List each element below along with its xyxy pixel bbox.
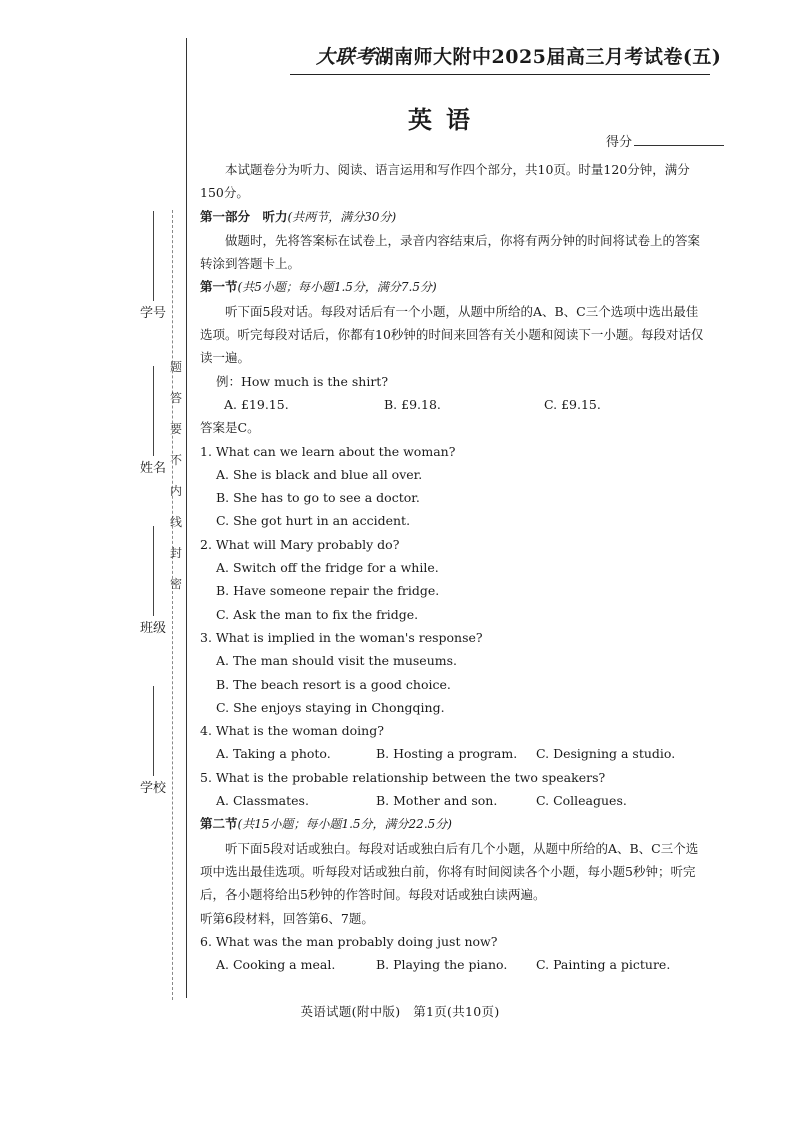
option: B. The beach resort is a good choice. bbox=[216, 676, 451, 692]
seal-notice bbox=[168, 360, 184, 608]
question-text: 3. What is implied in the woman's response? bbox=[200, 629, 483, 645]
question-text: 2. What will Mary probably do? bbox=[200, 536, 400, 552]
question-text: 6. What was the man probably doing just now? bbox=[200, 933, 498, 949]
section2-heading bbox=[200, 812, 705, 836]
part1-instruction: 做题时，先将答案标在试卷上，录音内容结束后，你将有两分钟的时间将试卷上的答案转涂到答题卡上。 bbox=[200, 232, 701, 272]
section1-heading bbox=[200, 275, 705, 299]
part1-title: 第一部分 听力 bbox=[200, 208, 288, 224]
option: C. She enjoys staying in Chongqing. bbox=[216, 699, 445, 715]
notice-char: 内 bbox=[169, 484, 182, 498]
option: B. Hosting a program. bbox=[376, 746, 518, 762]
example-answer: 答案是C。 bbox=[200, 420, 260, 436]
options-row bbox=[200, 789, 705, 812]
subject-title: 英语 bbox=[408, 105, 484, 134]
options-row bbox=[200, 953, 705, 976]
question-text: 5. What is the probable relationship between the two speakers? bbox=[200, 769, 606, 785]
school-field bbox=[140, 680, 166, 796]
student-id-field bbox=[140, 205, 166, 321]
option: B. Mother and son. bbox=[376, 793, 498, 809]
notice-char: 不 bbox=[169, 453, 182, 467]
option: B. Have someone repair the fridge. bbox=[216, 583, 440, 599]
option: A. The man should visit the museums. bbox=[216, 653, 457, 669]
page-footer: 英语试题(附中版) 第1页(共10页) bbox=[300, 1004, 500, 1019]
school-label: 学校 bbox=[140, 781, 167, 796]
brand-logo: 大联考 bbox=[316, 46, 375, 68]
material-label: 听第6段材料，回答第6、7题。 bbox=[200, 910, 374, 926]
student-id-label: 学号 bbox=[140, 306, 167, 321]
option: C. She got hurt in an accident. bbox=[216, 513, 411, 529]
student-id-blank bbox=[153, 211, 154, 301]
option: A. Taking a photo. bbox=[216, 746, 331, 762]
option: A. £19.15. bbox=[224, 396, 289, 412]
section1-title: 第一节 bbox=[200, 279, 238, 295]
notice-char: 题 bbox=[169, 360, 182, 374]
name-blank bbox=[153, 366, 154, 456]
question-text: 4. What is the woman doing? bbox=[200, 723, 384, 739]
name-field bbox=[140, 360, 166, 476]
section2-instruction: 听下面5段对话或独白。每段对话或独白后有几个小题，从题中所给的A、B、C三个选项中选出最佳选项。听每段对话或独白前，你将有时间阅读各个小题，每小题5秒钟；听完后，各小题将给出5秒钟的作答时间。每段对话或独白读两遍。 bbox=[200, 840, 699, 903]
notice-char: 线 bbox=[169, 515, 182, 529]
option: A. Cooking a meal. bbox=[216, 957, 336, 973]
part1-heading bbox=[200, 205, 705, 229]
option: C. Colleagues. bbox=[536, 793, 627, 809]
option: B. £9.18. bbox=[384, 396, 441, 412]
score-box bbox=[606, 131, 724, 150]
option: A. Switch off the fridge for a while. bbox=[216, 560, 439, 576]
score-label: 得分 bbox=[606, 135, 633, 150]
options-row bbox=[200, 742, 705, 765]
option: C. Painting a picture. bbox=[536, 957, 671, 973]
header-divider bbox=[290, 74, 710, 75]
binding-line bbox=[186, 38, 187, 998]
option: B. Playing the piano. bbox=[376, 957, 508, 973]
score-blank[interactable] bbox=[634, 145, 724, 146]
example-options bbox=[200, 393, 705, 416]
class-field bbox=[140, 520, 166, 636]
intro-text: 本试题卷分为听力、阅读、语言运用和写作四个部分，共10页。时量120分钟，满分150分。 bbox=[200, 162, 690, 201]
section2-title: 第二节 bbox=[200, 816, 238, 832]
option: A. Classmates. bbox=[216, 793, 309, 809]
exam-header bbox=[316, 42, 721, 69]
notice-char: 要 bbox=[169, 422, 182, 436]
section2-note: (共15小题；每小题1.5分，满分22.5分) bbox=[237, 817, 452, 832]
option: C. Ask the man to fix the fridge. bbox=[216, 606, 419, 622]
section1-instruction: 听下面5段对话。每段对话后有一个小题，从题中所给的A、B、C三个选项中选出最佳选项。听完每段对话后，你都有10秒钟的时间来回答有关小题和阅读下一小题。每段对话仅读一遍。 bbox=[200, 303, 704, 366]
option: C. £9.15. bbox=[544, 396, 601, 412]
exam-title: 湖南师大附中2025届高三月考试卷(五) bbox=[374, 46, 722, 68]
part1-note: (共两节，满分30分) bbox=[287, 209, 397, 224]
section1-note: (共5小题；每小题1.5分，满分7.5分) bbox=[237, 280, 437, 295]
option: C. Designing a studio. bbox=[536, 746, 676, 762]
name-label: 姓名 bbox=[140, 461, 167, 476]
option: A. She is black and blue all over. bbox=[216, 466, 423, 482]
notice-char: 密 bbox=[169, 577, 182, 591]
notice-char: 封 bbox=[169, 546, 182, 560]
class-blank bbox=[153, 526, 154, 616]
example-question: 例：How much is the shirt? bbox=[216, 373, 389, 389]
exam-content bbox=[200, 158, 705, 976]
notice-char: 答 bbox=[169, 391, 182, 405]
question-text: 1. What can we learn about the woman? bbox=[200, 443, 456, 459]
option: B. She has to go to see a doctor. bbox=[216, 490, 420, 506]
class-label: 班级 bbox=[140, 621, 167, 636]
school-blank bbox=[153, 686, 154, 776]
